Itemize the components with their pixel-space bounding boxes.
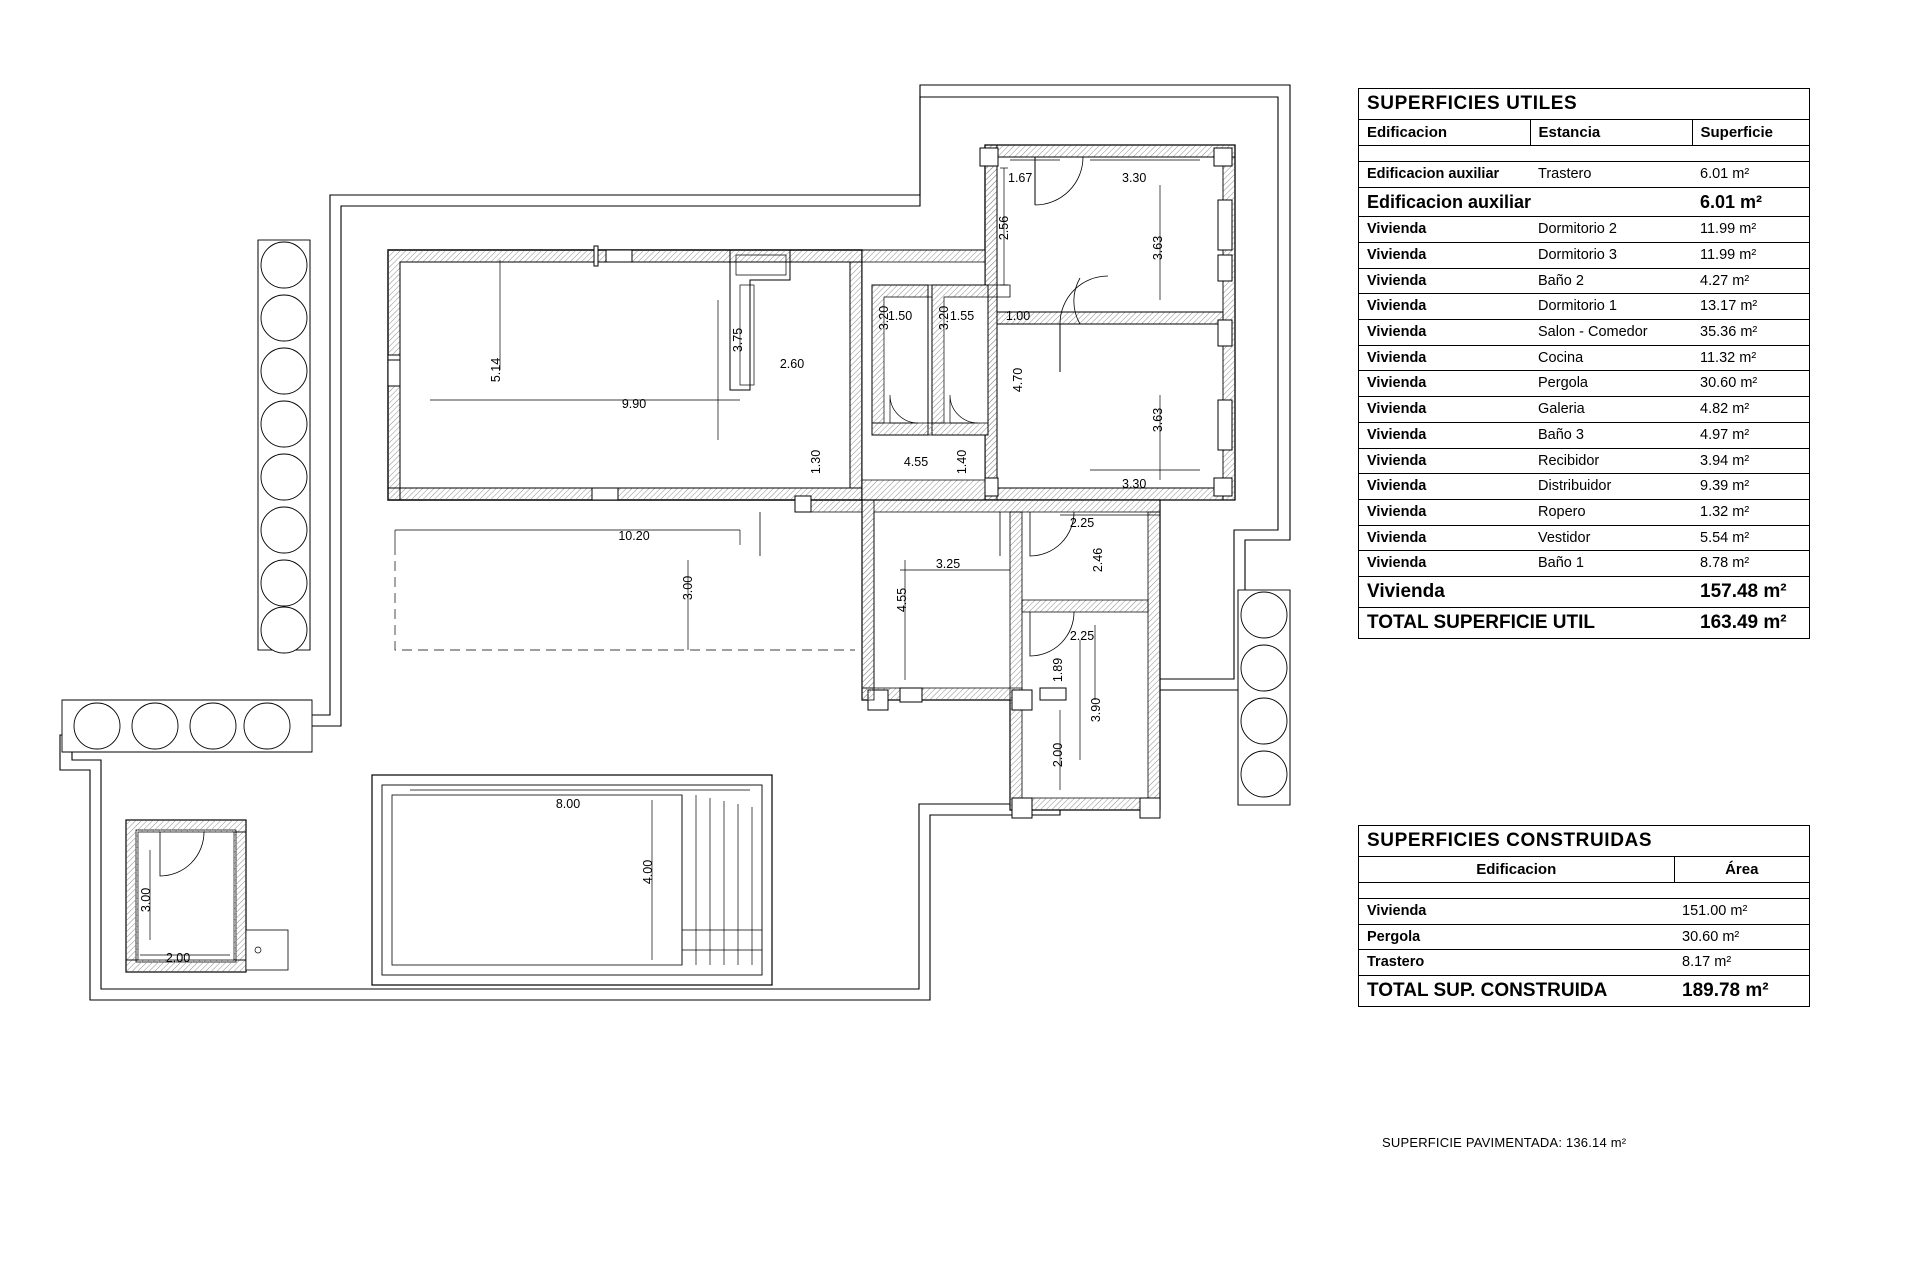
- dim-label: 4.55: [903, 455, 929, 469]
- table-row: [1359, 950, 1809, 976]
- row-area: 30.60 m²: [1674, 924, 1809, 950]
- row-superficie: 1.32 m²: [1692, 499, 1809, 525]
- dim-label: 3.90: [1089, 697, 1103, 723]
- row-edificacion: Vivienda: [1359, 217, 1530, 243]
- table-row: [1359, 243, 1809, 269]
- row-edificacion: Vivienda: [1359, 899, 1674, 925]
- dim-label: 1.00: [1005, 309, 1031, 323]
- row-superficie: 4.27 m²: [1692, 268, 1809, 294]
- total-utiles-value: 163.49 m²: [1692, 607, 1809, 637]
- row-superficie: 4.82 m²: [1692, 397, 1809, 423]
- total-construidas-value: 189.78 m²: [1674, 976, 1809, 1006]
- row-superficie: 4.97 m²: [1692, 422, 1809, 448]
- dim-label: 4.00: [641, 859, 655, 885]
- dim-label: 2.00: [1051, 742, 1065, 768]
- table-row: [1359, 345, 1809, 371]
- table-row: [1359, 294, 1809, 320]
- lower-wing: [862, 500, 1160, 818]
- dim-label: 2.46: [1091, 547, 1105, 573]
- utiles-header-superficie: Superficie: [1692, 119, 1809, 145]
- dim-label: 4.70: [1011, 367, 1025, 393]
- subtotal-aux-label: Edificacion auxiliar: [1359, 187, 1692, 217]
- table-row: [1359, 422, 1809, 448]
- dim-label: 3.20: [877, 305, 891, 331]
- row-estancia: Recibidor: [1530, 448, 1692, 474]
- construidas-header-area: Área: [1674, 856, 1809, 882]
- row-superficie: 8.78 m²: [1692, 551, 1809, 577]
- row-estancia: Distribuidor: [1530, 474, 1692, 500]
- table-row: [1359, 551, 1809, 577]
- subtotal-vivienda-value: 157.48 m²: [1692, 576, 1809, 607]
- row-estancia: Baño 2: [1530, 268, 1692, 294]
- dim-label: 1.89: [1051, 657, 1065, 683]
- row-edificacion: Vivienda: [1359, 243, 1530, 269]
- dim-label: 3.63: [1151, 407, 1165, 433]
- row-estancia: Dormitorio 3: [1530, 243, 1692, 269]
- row-area: 151.00 m²: [1674, 899, 1809, 925]
- dim-label: 1.40: [955, 449, 969, 475]
- row-edificacion: Vivienda: [1359, 448, 1530, 474]
- row-edificacion: Vivienda: [1359, 499, 1530, 525]
- tree-row-right: [1238, 590, 1290, 805]
- table-row: [1359, 448, 1809, 474]
- row-edificacion: Vivienda: [1359, 294, 1530, 320]
- utiles-header-edificacion: Edificacion: [1359, 119, 1530, 145]
- table-row: [1359, 320, 1809, 346]
- row-edificacion: Vivienda: [1359, 320, 1530, 346]
- row-estancia: Vestidor: [1530, 525, 1692, 551]
- total-utiles-label: TOTAL SUPERFICIE UTIL: [1359, 607, 1692, 637]
- subtotal-aux-value: 6.01 m²: [1692, 187, 1809, 217]
- row-estancia: Dormitorio 1: [1530, 294, 1692, 320]
- dim-label: 3.25: [935, 557, 961, 571]
- subtotal-vivienda-label: Vivienda: [1359, 576, 1692, 607]
- row-estancia: Trastero: [1530, 162, 1692, 188]
- dim-label: 3.63: [1151, 235, 1165, 261]
- row-superficie: 35.36 m²: [1692, 320, 1809, 346]
- row-superficie: 5.54 m²: [1692, 525, 1809, 551]
- superficies-construidas-table: [1358, 825, 1810, 1007]
- total-construidas-row: [1359, 976, 1809, 1006]
- row-estancia: Galeria: [1530, 397, 1692, 423]
- recibidor-block: [760, 496, 874, 700]
- table-row: [1359, 525, 1809, 551]
- dim-label: 3.30: [1122, 477, 1147, 491]
- dim-label: 3.00: [139, 887, 153, 913]
- row-edificacion: Vivienda: [1359, 371, 1530, 397]
- row-estancia: Cocina: [1530, 345, 1692, 371]
- dim-label: 3.30: [1122, 171, 1147, 185]
- row-edificacion: Vivienda: [1359, 422, 1530, 448]
- row-superficie: 11.32 m²: [1692, 345, 1809, 371]
- dim-label: 2.00: [165, 951, 191, 965]
- row-superficie: 9.39 m²: [1692, 474, 1809, 500]
- table-row: [1359, 899, 1809, 925]
- row-edificacion: Vivienda: [1359, 525, 1530, 551]
- row-edificacion: Vivienda: [1359, 268, 1530, 294]
- row-edificacion: Vivienda: [1359, 551, 1530, 577]
- utiles-title: SUPERFICIES UTILES: [1359, 89, 1809, 119]
- dim-label: 9.90: [621, 397, 647, 411]
- row-area: 8.17 m²: [1674, 950, 1809, 976]
- dim-label: 1.30: [809, 449, 823, 475]
- total-utiles-row: [1359, 607, 1809, 637]
- row-edificacion: Vivienda: [1359, 345, 1530, 371]
- dim-label: 5.14: [489, 357, 503, 383]
- subtotal-aux-row: [1359, 187, 1809, 217]
- dim-label: 3.00: [681, 575, 695, 601]
- dim-label: 4.55: [895, 587, 909, 613]
- table-row: [1359, 371, 1809, 397]
- superficies-utiles-table: [1358, 88, 1810, 639]
- table-row: [1359, 474, 1809, 500]
- row-estancia: Pergola: [1530, 371, 1692, 397]
- row-estancia: Ropero: [1530, 499, 1692, 525]
- dim-label: 2.56: [997, 215, 1011, 241]
- table-row: [1359, 217, 1809, 243]
- utiles-header-estancia: Estancia: [1530, 119, 1692, 145]
- table-row: [1359, 499, 1809, 525]
- row-edificacion: Edificacion auxiliar: [1359, 162, 1530, 188]
- table-row: [1359, 924, 1809, 950]
- dim-label: 2.60: [779, 357, 805, 371]
- row-edificacion: Vivienda: [1359, 474, 1530, 500]
- table-row: [1359, 397, 1809, 423]
- salon-comedor-room: [388, 246, 862, 500]
- dim-label: 3.75: [731, 327, 745, 353]
- row-superficie: 6.01 m²: [1692, 162, 1809, 188]
- superficie-pavimentada-note: SUPERFICIE PAVIMENTADA: 136.14 m²: [1382, 1135, 1627, 1150]
- dim-label: 1.55: [949, 309, 975, 323]
- dim-label: 10.20: [618, 529, 650, 543]
- construidas-header-edificacion: Edificacion: [1359, 856, 1674, 882]
- dim-label: 2.25: [1069, 516, 1095, 530]
- table-row: [1359, 162, 1809, 188]
- row-superficie: 13.17 m²: [1692, 294, 1809, 320]
- row-estancia: Baño 1: [1530, 551, 1692, 577]
- dim-label: 1.50: [887, 309, 913, 323]
- row-edificacion: Vivienda: [1359, 397, 1530, 423]
- dim-label: 2.25: [1069, 629, 1095, 643]
- dim-label: 1.67: [1008, 171, 1033, 185]
- row-estancia: Salon - Comedor: [1530, 320, 1692, 346]
- row-estancia: Dormitorio 2: [1530, 217, 1692, 243]
- tree-row-left: [258, 240, 310, 653]
- total-construidas-label: TOTAL SUP. CONSTRUIDA: [1359, 976, 1674, 1006]
- subtotal-vivienda-row: [1359, 576, 1809, 607]
- row-superficie: 11.99 m²: [1692, 243, 1809, 269]
- row-edificacion: Trastero: [1359, 950, 1674, 976]
- tree-row-bottom-left: [62, 700, 312, 752]
- construidas-title: SUPERFICIES CONSTRUIDAS: [1359, 826, 1809, 856]
- row-edificacion: Pergola: [1359, 924, 1674, 950]
- row-estancia: Baño 3: [1530, 422, 1692, 448]
- table-row: [1359, 268, 1809, 294]
- dim-label: 8.00: [555, 797, 581, 811]
- row-superficie: 11.99 m²: [1692, 217, 1809, 243]
- row-superficie: 30.60 m²: [1692, 371, 1809, 397]
- dim-label: 3.20: [937, 305, 951, 331]
- row-superficie: 3.94 m²: [1692, 448, 1809, 474]
